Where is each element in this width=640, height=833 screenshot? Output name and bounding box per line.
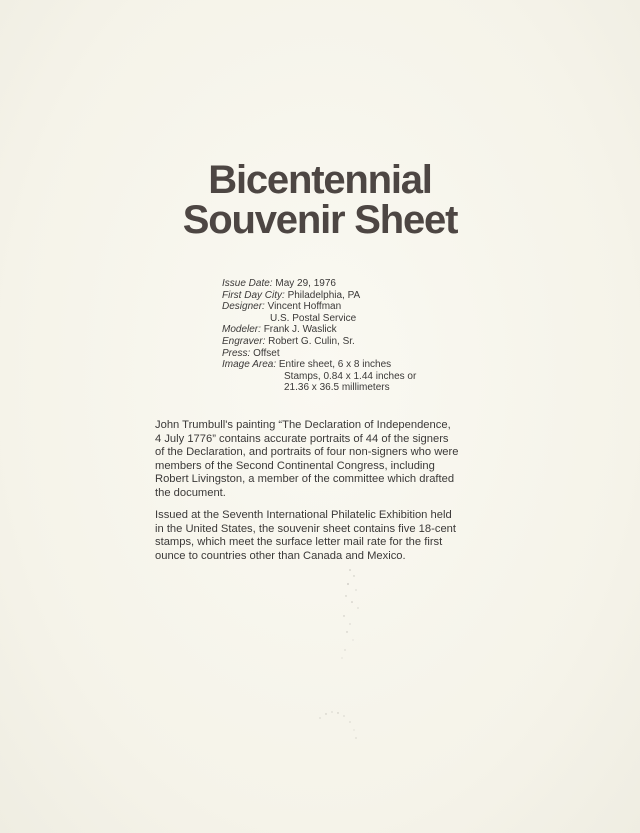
spec-label: Image Area: — [222, 359, 277, 371]
paragraph-line: the document. — [155, 486, 226, 499]
spec-label: First Day City: — [222, 289, 285, 301]
spec-value: May 29, 1976 — [275, 278, 336, 289]
paragraph-line: of the Declaration, and portraits of four non-signers who were — [155, 446, 459, 459]
spec-value: Vincent Hoffman — [267, 301, 342, 313]
title-line-1: Bicentennial — [208, 158, 432, 202]
spec-image-area-continued: Stamps, 0.84 x 1.44 inches or — [284, 370, 417, 382]
paragraph-issue-description — [155, 509, 515, 563]
spec-value: Offset — [253, 347, 280, 359]
spec-label: Issue Date: — [222, 278, 273, 289]
spec-value: Frank J. Waslick — [263, 324, 337, 336]
spec-engraver — [222, 336, 416, 348]
spec-modeler — [222, 324, 416, 336]
spec-label: Press: — [222, 347, 251, 359]
spec-issue-date — [222, 278, 416, 290]
spec-first-day-city — [222, 290, 416, 302]
spec-designer — [222, 301, 416, 313]
spec-press — [222, 348, 416, 360]
spec-label: Engraver: — [222, 335, 266, 347]
document-title — [160, 160, 480, 240]
spec-label: Designer: — [222, 301, 265, 313]
paragraph-line: Issued at the Seventh International Philatelic Exhibition held — [155, 509, 452, 521]
spec-designer-continued: U.S. Postal Service — [270, 312, 357, 324]
spec-value: Philadelphia, PA — [287, 289, 361, 301]
paragraph-line: 4 July 1776” contains accurate portraits of 44 of the signers — [155, 432, 449, 445]
paragraph-line: in the United States, the souvenir sheet contains five 18-cent — [155, 522, 456, 535]
spec-image-area-continued: 21.36 x 36.5 millimeters — [284, 382, 390, 394]
spec-label: Modeler: — [222, 324, 261, 336]
spec-value: Entire sheet, 6 x 8 inches — [278, 359, 392, 371]
spec-value: Robert G. Culin, Sr. — [268, 335, 355, 347]
stamp-specifications — [222, 278, 416, 394]
paragraph-painting-description — [155, 419, 515, 501]
paragraph-line: John Trumbull's painting “The Declaration of Independence, — [155, 419, 451, 431]
paragraph-line: Robert Livingston, a member of the committee which drafted — [155, 473, 455, 486]
paragraph-line: members of the Second Continental Congress, including — [155, 459, 435, 472]
paper-bleed-through-marks — [300, 560, 380, 750]
paragraph-line: ounce to countries other than Canada and Mexico. — [155, 549, 406, 562]
spec-image-area — [222, 359, 416, 371]
paragraph-line: stamps, which meet the surface letter mail rate for the first — [155, 536, 443, 549]
title-line-2: Souvenir Sheet — [182, 198, 458, 242]
